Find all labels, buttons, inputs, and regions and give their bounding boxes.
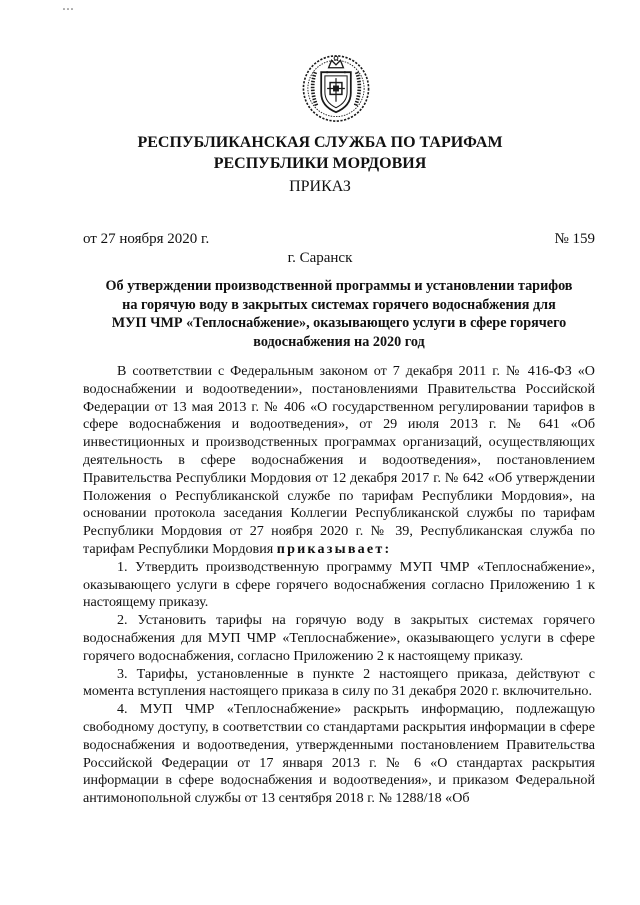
- order-item-3: 3. Тарифы, установленные в пункте 2 настоящего приказа, действуют с момента вступления настоящего приказа в силу по 31 декабря 2020 г. включительно.: [83, 665, 595, 700]
- coat-of-arms-icon: [299, 50, 373, 124]
- orders-word: приказывает:: [276, 540, 392, 557]
- order-item-2: 2. Установить тарифы на горячую воду в закрытых системах горячего водоснабжения для МУП ЧМР «Теплоснабжение», оказывающего услуги в сфере горячего водоснабжения, согласно Приложению 2 к настоящему приказу.: [83, 612, 595, 664]
- order-city: г. Саранск: [287, 250, 353, 266]
- org-title-line: РЕСПУБЛИКАНСКАЯ СЛУЖБА ПО ТАРИФАМ: [137, 134, 503, 151]
- order-date: от 27 ноября 2020 г.: [83, 231, 210, 247]
- subject-line: МУП ЧМР «Теплоснабжение», оказывающего услуги в сфере горячего: [111, 315, 567, 331]
- order-body: [83, 363, 595, 808]
- preamble-paragraph: [83, 363, 595, 559]
- subject-line: Об утверждении производственной программы и установлении тарифов: [105, 278, 573, 294]
- order-item-1: 1. Утвердить производственную программу МУП ЧМР «Теплоснабжение», оказывающего услуги в сфере горячего водоснабжения согласно Приложению 1 к настоящему приказу.: [83, 558, 595, 611]
- org-title-line: РЕСПУБЛИКИ МОРДОВИЯ: [213, 155, 427, 172]
- order-number: № 159: [554, 231, 595, 247]
- order-item-4: 4. МУП ЧМР «Теплоснабжение» раскрыть информацию, подлежащую свободному доступу, в соответствии со стандартами раскрытия информации в сфере водоснабжения и водоотведения, утвержденными постановлением Правительства Российской Федерации от 17 января 2013 г. № 6 «О стандартах раскрытия информации в сфере водоснабжения и водоотведения», и приказом Федеральной антимонопольной службы от 13 сентября 2018 г. № 1288/18 «Об: [83, 701, 595, 807]
- subject-line: на горячую воду в закрытых системах горячего водоснабжения для: [122, 296, 556, 313]
- document-type: ПРИКАЗ: [289, 178, 351, 195]
- order-subject: [84, 277, 594, 351]
- organization-title: [0, 132, 640, 174]
- scan-mark-icon: [62, 6, 76, 12]
- subject-line: водоснабжения на 2020 год: [253, 333, 425, 350]
- preamble-text: В соответствии с Федеральным законом от 7 декабря 2011 г. № 416-ФЗ «О водоснабжении и водоотведении», постановлениями Правительства Российской Федерации от 13 мая 2013 г. № 406 «О государственном регулировании тарифов в сфере водоснабжения и водоотведения», от 29 июля 2013 г. № 641 «Об инвестиционных и производственных программах организаций, осуществляющих деятельность в сфере водоснабжения и водоотведения», постановлением Правительства Республики Мордовия от 12 декабря 2017 г. № 642 «Об утверждении Положения о Республиканской службе по тарифам Республики Мордовия», на основании протокола заседания Коллегии Республиканской службы по тарифам Республики Мордовия от 27 ноября 2020 г. № 39, Республиканская служба по тарифам Республики Мордовия: [83, 363, 595, 557]
